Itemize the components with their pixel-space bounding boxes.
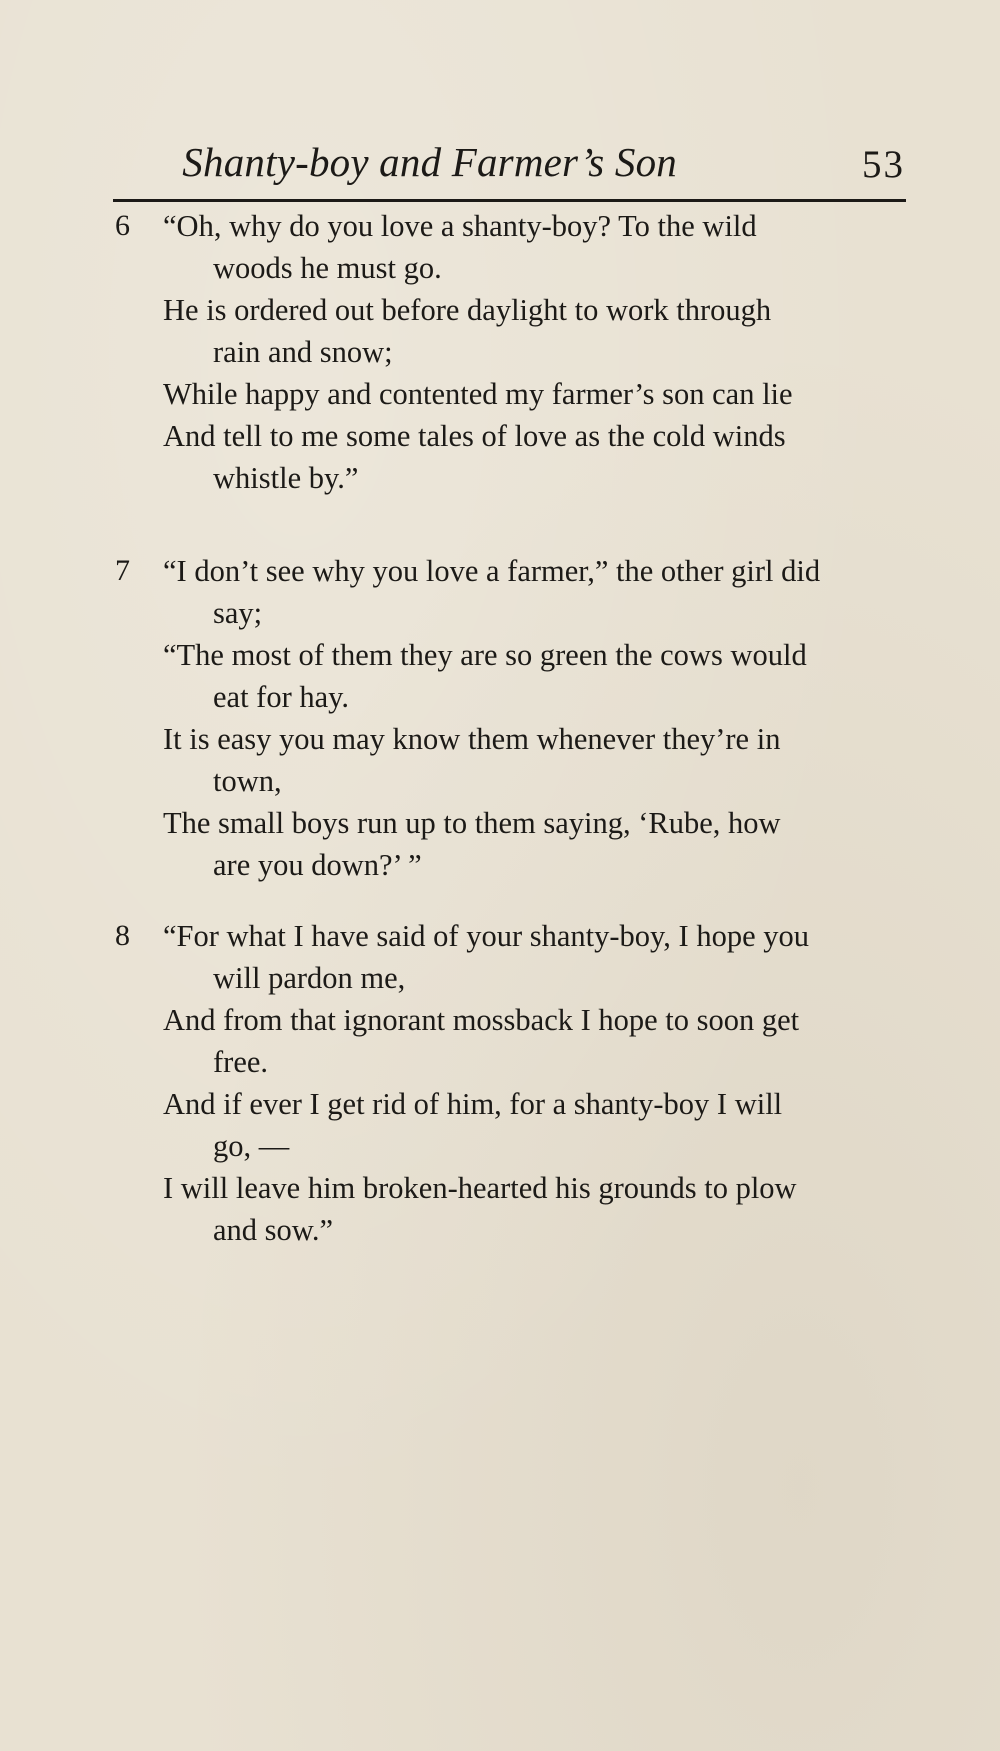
verse-line-continuation: say; [213, 596, 263, 630]
stanza-8 [113, 915, 913, 1251]
verse-line-continuation: free. [213, 1045, 269, 1079]
running-title: Shanty-boy and Farmer’s Son [182, 139, 677, 185]
verse-line: “I don’t see why you love a farmer,” the other girl did [163, 554, 821, 588]
verse-line: “Oh, why do you love a shanty-boy? To the wild [163, 209, 757, 243]
verse-line: “The most of them they are so green the cows would [163, 638, 807, 672]
verse-line-continuation: whistle by.” [213, 461, 359, 495]
verse-line-continuation: woods he must go. [213, 251, 442, 285]
stanza-number: 6 [115, 209, 130, 242]
verse-line-continuation: and sow.” [213, 1213, 333, 1247]
verse-line-continuation: eat for hay. [213, 680, 350, 714]
running-head [113, 138, 905, 198]
verse-line: And from that ignorant mossback I hope to soon get [163, 1003, 800, 1037]
verse-line: And tell to me some tales of love as the cold winds [163, 419, 786, 453]
verse-line: “For what I have said of your shanty-boy, I hope you [163, 919, 809, 953]
verse-line: And if ever I get rid of him, for a shanty-boy I will [163, 1087, 783, 1121]
stanza-number: 8 [115, 919, 130, 952]
page-number: 53 [862, 143, 905, 186]
verse-line-continuation: are you down?’ ” [213, 848, 422, 882]
stanza-7 [113, 550, 913, 886]
verse-line: The small boys run up to them saying, ‘Rube, how [163, 806, 781, 840]
stanza-6 [113, 205, 913, 499]
verse-line-continuation: town, [213, 764, 282, 798]
stanza-number: 7 [115, 554, 130, 587]
verse-line: He is ordered out before daylight to work through [163, 293, 772, 327]
verse-line-continuation: go, — [213, 1129, 290, 1163]
verse-line-continuation: rain and snow; [213, 335, 393, 369]
header-rule [113, 199, 906, 202]
verse-line-continuation: will pardon me, [213, 961, 406, 995]
verse-line: While happy and contented my farmer’s son can lie [163, 377, 793, 411]
verse-line: It is easy you may know them whenever they’re in [163, 722, 781, 756]
verse-line: I will leave him broken-hearted his grounds to plow [163, 1171, 797, 1205]
